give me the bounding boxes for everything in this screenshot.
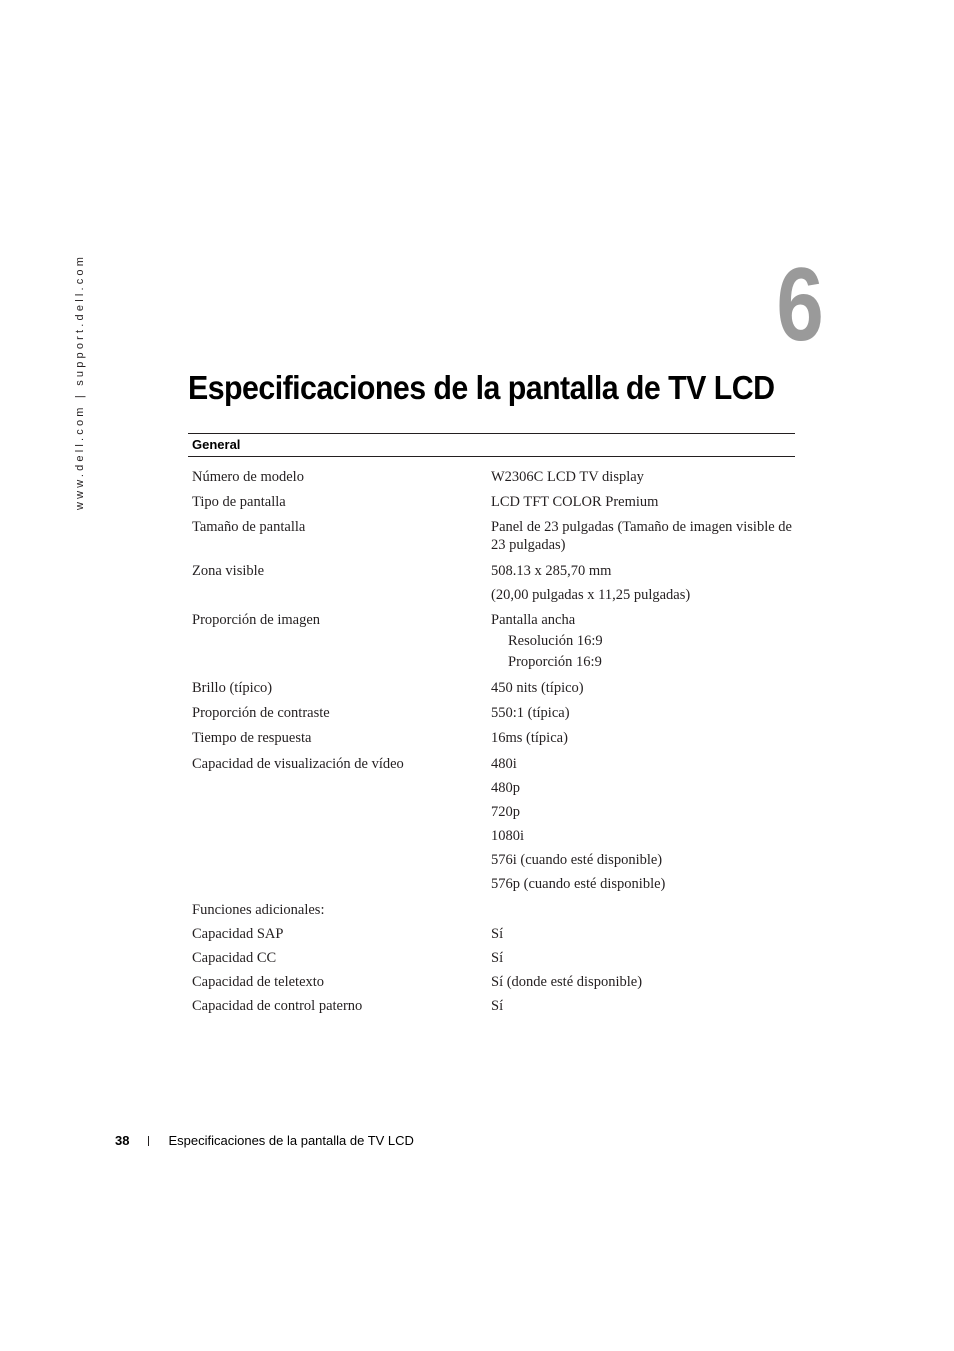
table-row bbox=[188, 518, 795, 554]
table-row bbox=[188, 901, 795, 919]
table-row bbox=[188, 562, 795, 604]
spec-value bbox=[491, 973, 795, 991]
spec-value-line: Sí bbox=[491, 950, 504, 966]
spec-label: Capacidad SAP bbox=[192, 926, 284, 942]
spec-value bbox=[491, 562, 795, 604]
page-number: 38 bbox=[115, 1133, 130, 1148]
spec-value-line: 550:1 (típica) bbox=[491, 705, 570, 721]
footer-separator bbox=[148, 1136, 149, 1146]
spec-value bbox=[491, 901, 795, 919]
spec-value-line: 720p bbox=[491, 804, 520, 820]
spec-value-line: 576i (cuando esté disponible) bbox=[491, 852, 663, 868]
table-row bbox=[188, 679, 795, 697]
spec-label: Tamaño de pantalla bbox=[192, 519, 306, 535]
spec-value-line: Sí bbox=[491, 998, 504, 1014]
spec-value-line: Pantalla ancha bbox=[491, 612, 576, 628]
spec-rows bbox=[188, 457, 795, 1015]
table-row bbox=[188, 925, 795, 943]
table-row bbox=[188, 755, 795, 893]
table-row bbox=[188, 611, 795, 671]
spec-label: Capacidad de visualización de vídeo bbox=[192, 756, 404, 772]
spec-value bbox=[491, 755, 795, 893]
spec-value-line: LCD TFT COLOR Premium bbox=[491, 494, 659, 510]
spec-label: Número de modelo bbox=[192, 469, 304, 485]
spec-value-line: Panel de 23 pulgadas (Tamaño de imagen visible de 23 pulgadas) bbox=[491, 519, 792, 553]
spec-value-line: Sí (donde esté disponible) bbox=[491, 974, 643, 990]
spec-label: Proporción de contraste bbox=[192, 705, 330, 721]
spec-label: Capacidad de teletexto bbox=[192, 974, 325, 990]
chapter-title: Especificaciones de la pantalla de TV LCD bbox=[188, 369, 775, 406]
spec-value bbox=[491, 729, 795, 747]
spec-value bbox=[491, 611, 795, 671]
table-row bbox=[188, 949, 795, 967]
spec-value bbox=[491, 679, 795, 697]
spec-value bbox=[491, 468, 795, 486]
sidebar-url: www.dell.com | support.dell.com bbox=[74, 253, 86, 510]
page-footer bbox=[115, 1132, 414, 1150]
spec-label: Funciones adicionales: bbox=[192, 902, 325, 918]
table-row bbox=[188, 973, 795, 991]
spec-value-line: 480p bbox=[491, 780, 520, 796]
spec-value bbox=[491, 949, 795, 967]
spec-label: Tipo de pantalla bbox=[192, 494, 286, 510]
spec-value-line: W2306C LCD TV display bbox=[491, 469, 644, 485]
spec-table bbox=[188, 433, 795, 1015]
spec-value-line: 16ms (típica) bbox=[491, 730, 568, 746]
table-row bbox=[188, 468, 795, 486]
spec-value bbox=[491, 997, 795, 1015]
spec-value-line: 1080i bbox=[491, 828, 525, 844]
spec-label: Capacidad de control paterno bbox=[192, 998, 363, 1014]
spec-value bbox=[491, 493, 795, 511]
table-section-heading: General bbox=[188, 433, 795, 457]
spec-value-line: 450 nits (típico) bbox=[491, 680, 584, 696]
table-row bbox=[188, 997, 795, 1015]
spec-label: Zona visible bbox=[192, 563, 265, 579]
spec-subvalue-line: Proporción 16:9 bbox=[508, 654, 602, 670]
spec-value-line: (20,00 pulgadas x 11,25 pulgadas) bbox=[491, 587, 691, 603]
spec-value-line: Sí bbox=[491, 926, 504, 942]
spec-label: Proporción de imagen bbox=[192, 612, 321, 628]
footer-running-title: Especificaciones de la pantalla de TV LCD bbox=[168, 1133, 414, 1148]
spec-value-line: 576p (cuando esté disponible) bbox=[491, 876, 666, 892]
table-row bbox=[188, 704, 795, 722]
spec-subvalue-line: Resolución 16:9 bbox=[508, 633, 603, 649]
table-row bbox=[188, 729, 795, 747]
spec-value bbox=[491, 704, 795, 722]
chapter-number: 6 bbox=[776, 247, 824, 363]
spec-value-line: 480i bbox=[491, 756, 517, 772]
spec-value bbox=[491, 925, 795, 943]
spec-value bbox=[491, 518, 795, 554]
spec-value-line: 508.13 x 285,70 mm bbox=[491, 563, 612, 579]
spec-label: Tiempo de respuesta bbox=[192, 730, 312, 746]
spec-label: Brillo (típico) bbox=[192, 680, 273, 696]
table-row bbox=[188, 493, 795, 511]
spec-label: Capacidad CC bbox=[192, 950, 277, 966]
